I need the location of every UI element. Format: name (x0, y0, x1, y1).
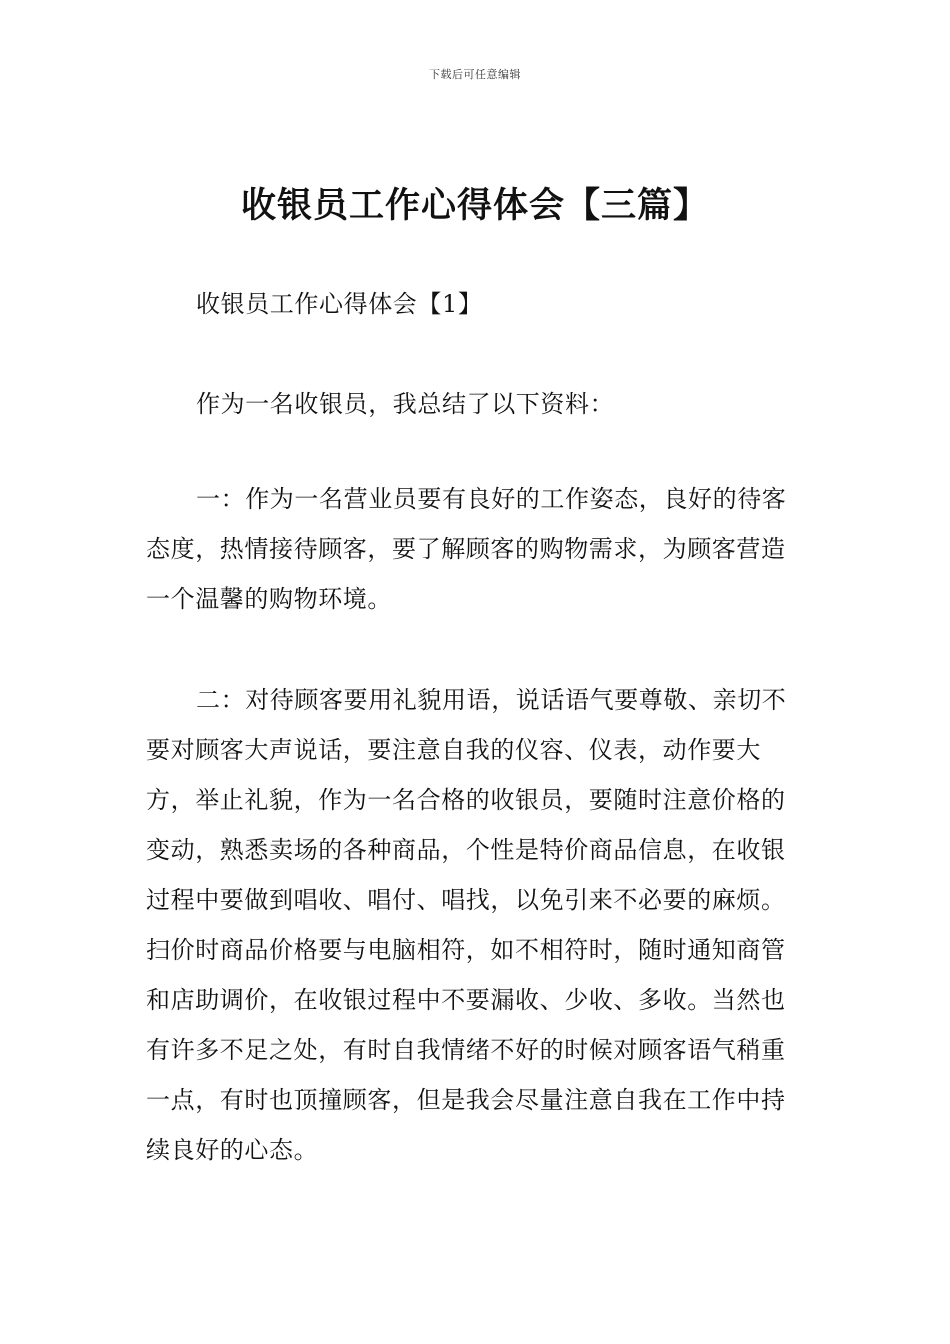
paragraph-two: 二：对待顾客要用礼貌用语，说话语气要尊敬、亲切不要对顾客大声说话，要注意自我的仪容、仪表，动作要大方，举止礼貌，作为一名合格的收银员，要随时注意价格的变动，熟悉卖场的各种商品，个性是特价商品信息，在收银过程中要做到唱收、唱付、唱找，以免引来不必要的麻烦。扫价时商品价格要与电脑相符，如不相符时，随时通知商管和店助调价，在收银过程中不要漏收、少收、多收。当然也有许多不足之处，有时自我情绪不好的时候对顾客语气稍重一点，有时也顶撞顾客，但是我会尽量注意自我在工作中持续良好的心态。 (146, 686, 787, 1164)
intro-paragraph: 作为一名收银员，我总结了以下资料： (196, 390, 615, 418)
section-heading: 收银员工作心得体会【1】 (196, 290, 483, 318)
header-note: 下载后可任意编辑 (429, 68, 521, 81)
document-title: 收银员工作心得体会【三篇】 (240, 186, 709, 226)
paragraph-one: 一：作为一名营业员要有良好的工作姿态，良好的待客态度，热情接待顾客，要了解顾客的购物需求，为顾客营造一个温馨的购物环境。 (146, 485, 787, 613)
